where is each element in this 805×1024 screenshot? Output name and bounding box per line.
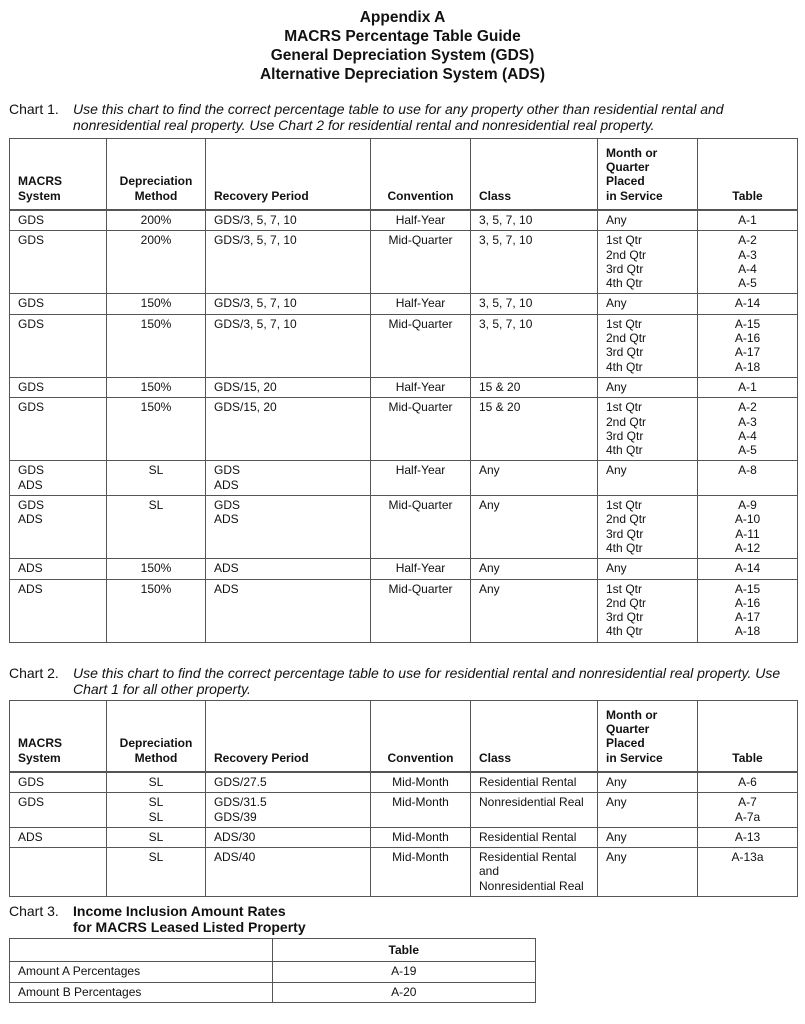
table-cell: A-8 <box>698 461 798 496</box>
table-cell: A-6 <box>698 772 798 793</box>
table-cell: 1st Qtr 2nd Qtr 3rd Qtr 4th Qtr <box>598 496 698 559</box>
table-cell: 150% <box>107 559 206 579</box>
table-cell: Mid-Month <box>371 848 471 897</box>
table-cell: A-1 <box>698 377 798 397</box>
table-cell: SL <box>107 461 206 496</box>
column-header: Class <box>471 701 598 773</box>
table-cell <box>10 848 107 897</box>
column-header: Recovery Period <box>206 701 371 773</box>
table-cell: Half-Year <box>371 294 471 314</box>
table-cell: GDS/3, 5, 7, 10 <box>206 294 371 314</box>
table-cell: Any <box>471 461 598 496</box>
table-cell: Any <box>598 377 698 397</box>
table-cell: ADS <box>206 579 371 642</box>
table-cell: 15 & 20 <box>471 398 598 461</box>
column-header: Depreciation Method <box>107 701 206 773</box>
table-cell: GDS <box>10 294 107 314</box>
column-header: Convention <box>371 139 471 211</box>
table-cell: GDS <box>10 210 107 231</box>
table-cell: Amount A Percentages <box>10 962 273 982</box>
table-row <box>10 314 798 377</box>
chart3-table <box>9 938 536 1003</box>
table-cell: GDS <box>10 231 107 294</box>
chart3-label: Chart 3. <box>9 903 59 919</box>
table-cell: A-2 A-3 A-4 A-5 <box>698 231 798 294</box>
header-row <box>10 701 798 773</box>
table-cell: Any <box>598 294 698 314</box>
table-cell: 150% <box>107 579 206 642</box>
table-cell: Residential Rental <box>471 827 598 847</box>
table-row <box>10 827 798 847</box>
table-cell: Residential Rental and Nonresidential Real <box>471 848 598 897</box>
table-cell: GDS/3, 5, 7, 10 <box>206 314 371 377</box>
table-cell: Half-Year <box>371 210 471 231</box>
table-cell: Any <box>598 210 698 231</box>
chart2-table <box>9 700 798 897</box>
column-header <box>10 939 273 962</box>
table-cell: 15 & 20 <box>471 377 598 397</box>
table-cell: 3, 5, 7, 10 <box>471 314 598 377</box>
table-cell: Any <box>598 827 698 847</box>
table-cell: 1st Qtr 2nd Qtr 3rd Qtr 4th Qtr <box>598 314 698 377</box>
table-cell: Mid-Month <box>371 772 471 793</box>
table-cell: GDS/15, 20 <box>206 398 371 461</box>
table-cell: 3, 5, 7, 10 <box>471 210 598 231</box>
table-cell: SL SL <box>107 793 206 828</box>
table-cell: 1st Qtr 2nd Qtr 3rd Qtr 4th Qtr <box>598 231 698 294</box>
table-cell: Half-Year <box>371 461 471 496</box>
table-cell: SL <box>107 772 206 793</box>
table-cell: Nonresidential Real <box>471 793 598 828</box>
table-cell: GDS/15, 20 <box>206 377 371 397</box>
table-cell: A-7 A-7a <box>698 793 798 828</box>
table-cell: ADS/40 <box>206 848 371 897</box>
table-cell: GDS <box>10 398 107 461</box>
table-cell: GDS ADS <box>10 496 107 559</box>
table-cell: A-15 A-16 A-17 A-18 <box>698 579 798 642</box>
chart1-instructions: Use this chart to find the correct percentage table to use for any property other than residential rental and nonresidential real property. Use Chart 2 for residential rental and nonresidential real property. <box>73 101 724 133</box>
table-cell: Mid-Quarter <box>371 231 471 294</box>
table-cell: ADS <box>10 579 107 642</box>
chart2-instructions: Use this chart to find the correct percentage table to use for residential rental and nonresidential real property. Use Chart 1 for all other property. <box>73 665 781 697</box>
table-cell: Any <box>598 793 698 828</box>
table-cell: Any <box>471 496 598 559</box>
table-cell: A-1 <box>698 210 798 231</box>
table-cell: Mid-Quarter <box>371 579 471 642</box>
table-cell: Residential Rental <box>471 772 598 793</box>
chart1-label: Chart 1. <box>9 101 59 117</box>
table-row <box>10 231 798 294</box>
table-row <box>10 962 536 982</box>
table-cell: GDS <box>10 772 107 793</box>
column-header: Convention <box>371 701 471 773</box>
table-cell: 1st Qtr 2nd Qtr 3rd Qtr 4th Qtr <box>598 579 698 642</box>
header-row <box>10 939 536 962</box>
title-line: General Depreciation System (GDS) <box>270 47 535 64</box>
table-row <box>10 772 798 793</box>
column-header: Class <box>471 139 598 211</box>
table-cell: SL <box>107 848 206 897</box>
table-row <box>10 579 798 642</box>
table-cell: SL <box>107 827 206 847</box>
table-cell: Any <box>598 461 698 496</box>
table-cell: A-9 A-10 A-11 A-12 <box>698 496 798 559</box>
table-cell: ADS <box>10 827 107 847</box>
column-header: MACRS System <box>10 701 107 773</box>
table-cell: GDS/27.5 <box>206 772 371 793</box>
table-cell: GDS ADS <box>10 461 107 496</box>
table-cell: Mid-Month <box>371 827 471 847</box>
table-cell: Mid-Quarter <box>371 314 471 377</box>
table-cell: 1st Qtr 2nd Qtr 3rd Qtr 4th Qtr <box>598 398 698 461</box>
table-cell: A-19 <box>272 962 535 982</box>
column-header: Table <box>272 939 535 962</box>
chart1-table <box>9 138 798 643</box>
chart3-title: Income Inclusion Amount Rates for MACRS Leased Listed Property <box>73 903 306 935</box>
column-header: Table <box>698 701 798 773</box>
table-cell: 200% <box>107 231 206 294</box>
title-line: Appendix A <box>359 9 446 26</box>
table-cell: A-13 <box>698 827 798 847</box>
table-cell: A-14 <box>698 294 798 314</box>
column-header: Depreciation Method <box>107 139 206 211</box>
document-title <box>0 8 805 84</box>
table-row <box>10 377 798 397</box>
table-cell: 150% <box>107 377 206 397</box>
column-header: Recovery Period <box>206 139 371 211</box>
table-row <box>10 398 798 461</box>
table-cell: SL <box>107 496 206 559</box>
table-cell: GDS ADS <box>206 461 371 496</box>
table-cell: 3, 5, 7, 10 <box>471 294 598 314</box>
table-row <box>10 210 798 231</box>
table-cell: Any <box>598 848 698 897</box>
column-header: MACRS System <box>10 139 107 211</box>
column-header: Month or Quarter Placed in Service <box>598 139 698 211</box>
table-cell: Half-Year <box>371 377 471 397</box>
table-cell: A-15 A-16 A-17 A-18 <box>698 314 798 377</box>
column-header: Month or Quarter Placed in Service <box>598 701 698 773</box>
table-cell: Any <box>598 559 698 579</box>
table-cell: A-13a <box>698 848 798 897</box>
table-cell: 150% <box>107 294 206 314</box>
table-cell: 3, 5, 7, 10 <box>471 231 598 294</box>
table-cell: Any <box>598 772 698 793</box>
table-row <box>10 848 798 897</box>
table-row <box>10 461 798 496</box>
table-cell: ADS <box>206 559 371 579</box>
table-row <box>10 793 798 828</box>
table-cell: Half-Year <box>371 559 471 579</box>
table-cell: 150% <box>107 398 206 461</box>
table-cell: ADS <box>10 559 107 579</box>
table-cell: Amount B Percentages <box>10 982 273 1002</box>
title-line: MACRS Percentage Table Guide <box>284 28 521 45</box>
table-cell: GDS <box>10 793 107 828</box>
table-cell: Mid-Quarter <box>371 398 471 461</box>
table-cell: 200% <box>107 210 206 231</box>
table-cell: A-2 A-3 A-4 A-5 <box>698 398 798 461</box>
table-cell: Any <box>471 579 598 642</box>
header-row <box>10 139 798 211</box>
table-cell: GDS <box>10 314 107 377</box>
title-line: Alternative Depreciation System (ADS) <box>259 66 546 83</box>
table-row <box>10 559 798 579</box>
table-row <box>10 982 536 1002</box>
table-cell: GDS/31.5 GDS/39 <box>206 793 371 828</box>
column-header: Table <box>698 139 798 211</box>
table-cell: A-14 <box>698 559 798 579</box>
table-row <box>10 294 798 314</box>
table-cell: Mid-Month <box>371 793 471 828</box>
table-cell: 150% <box>107 314 206 377</box>
table-cell: GDS/3, 5, 7, 10 <box>206 210 371 231</box>
table-row <box>10 496 798 559</box>
table-cell: GDS/3, 5, 7, 10 <box>206 231 371 294</box>
table-cell: Mid-Quarter <box>371 496 471 559</box>
table-cell: ADS/30 <box>206 827 371 847</box>
table-cell: A-20 <box>272 982 535 1002</box>
table-cell: GDS ADS <box>206 496 371 559</box>
table-cell: Any <box>471 559 598 579</box>
chart2-label: Chart 2. <box>9 665 59 681</box>
table-cell: GDS <box>10 377 107 397</box>
